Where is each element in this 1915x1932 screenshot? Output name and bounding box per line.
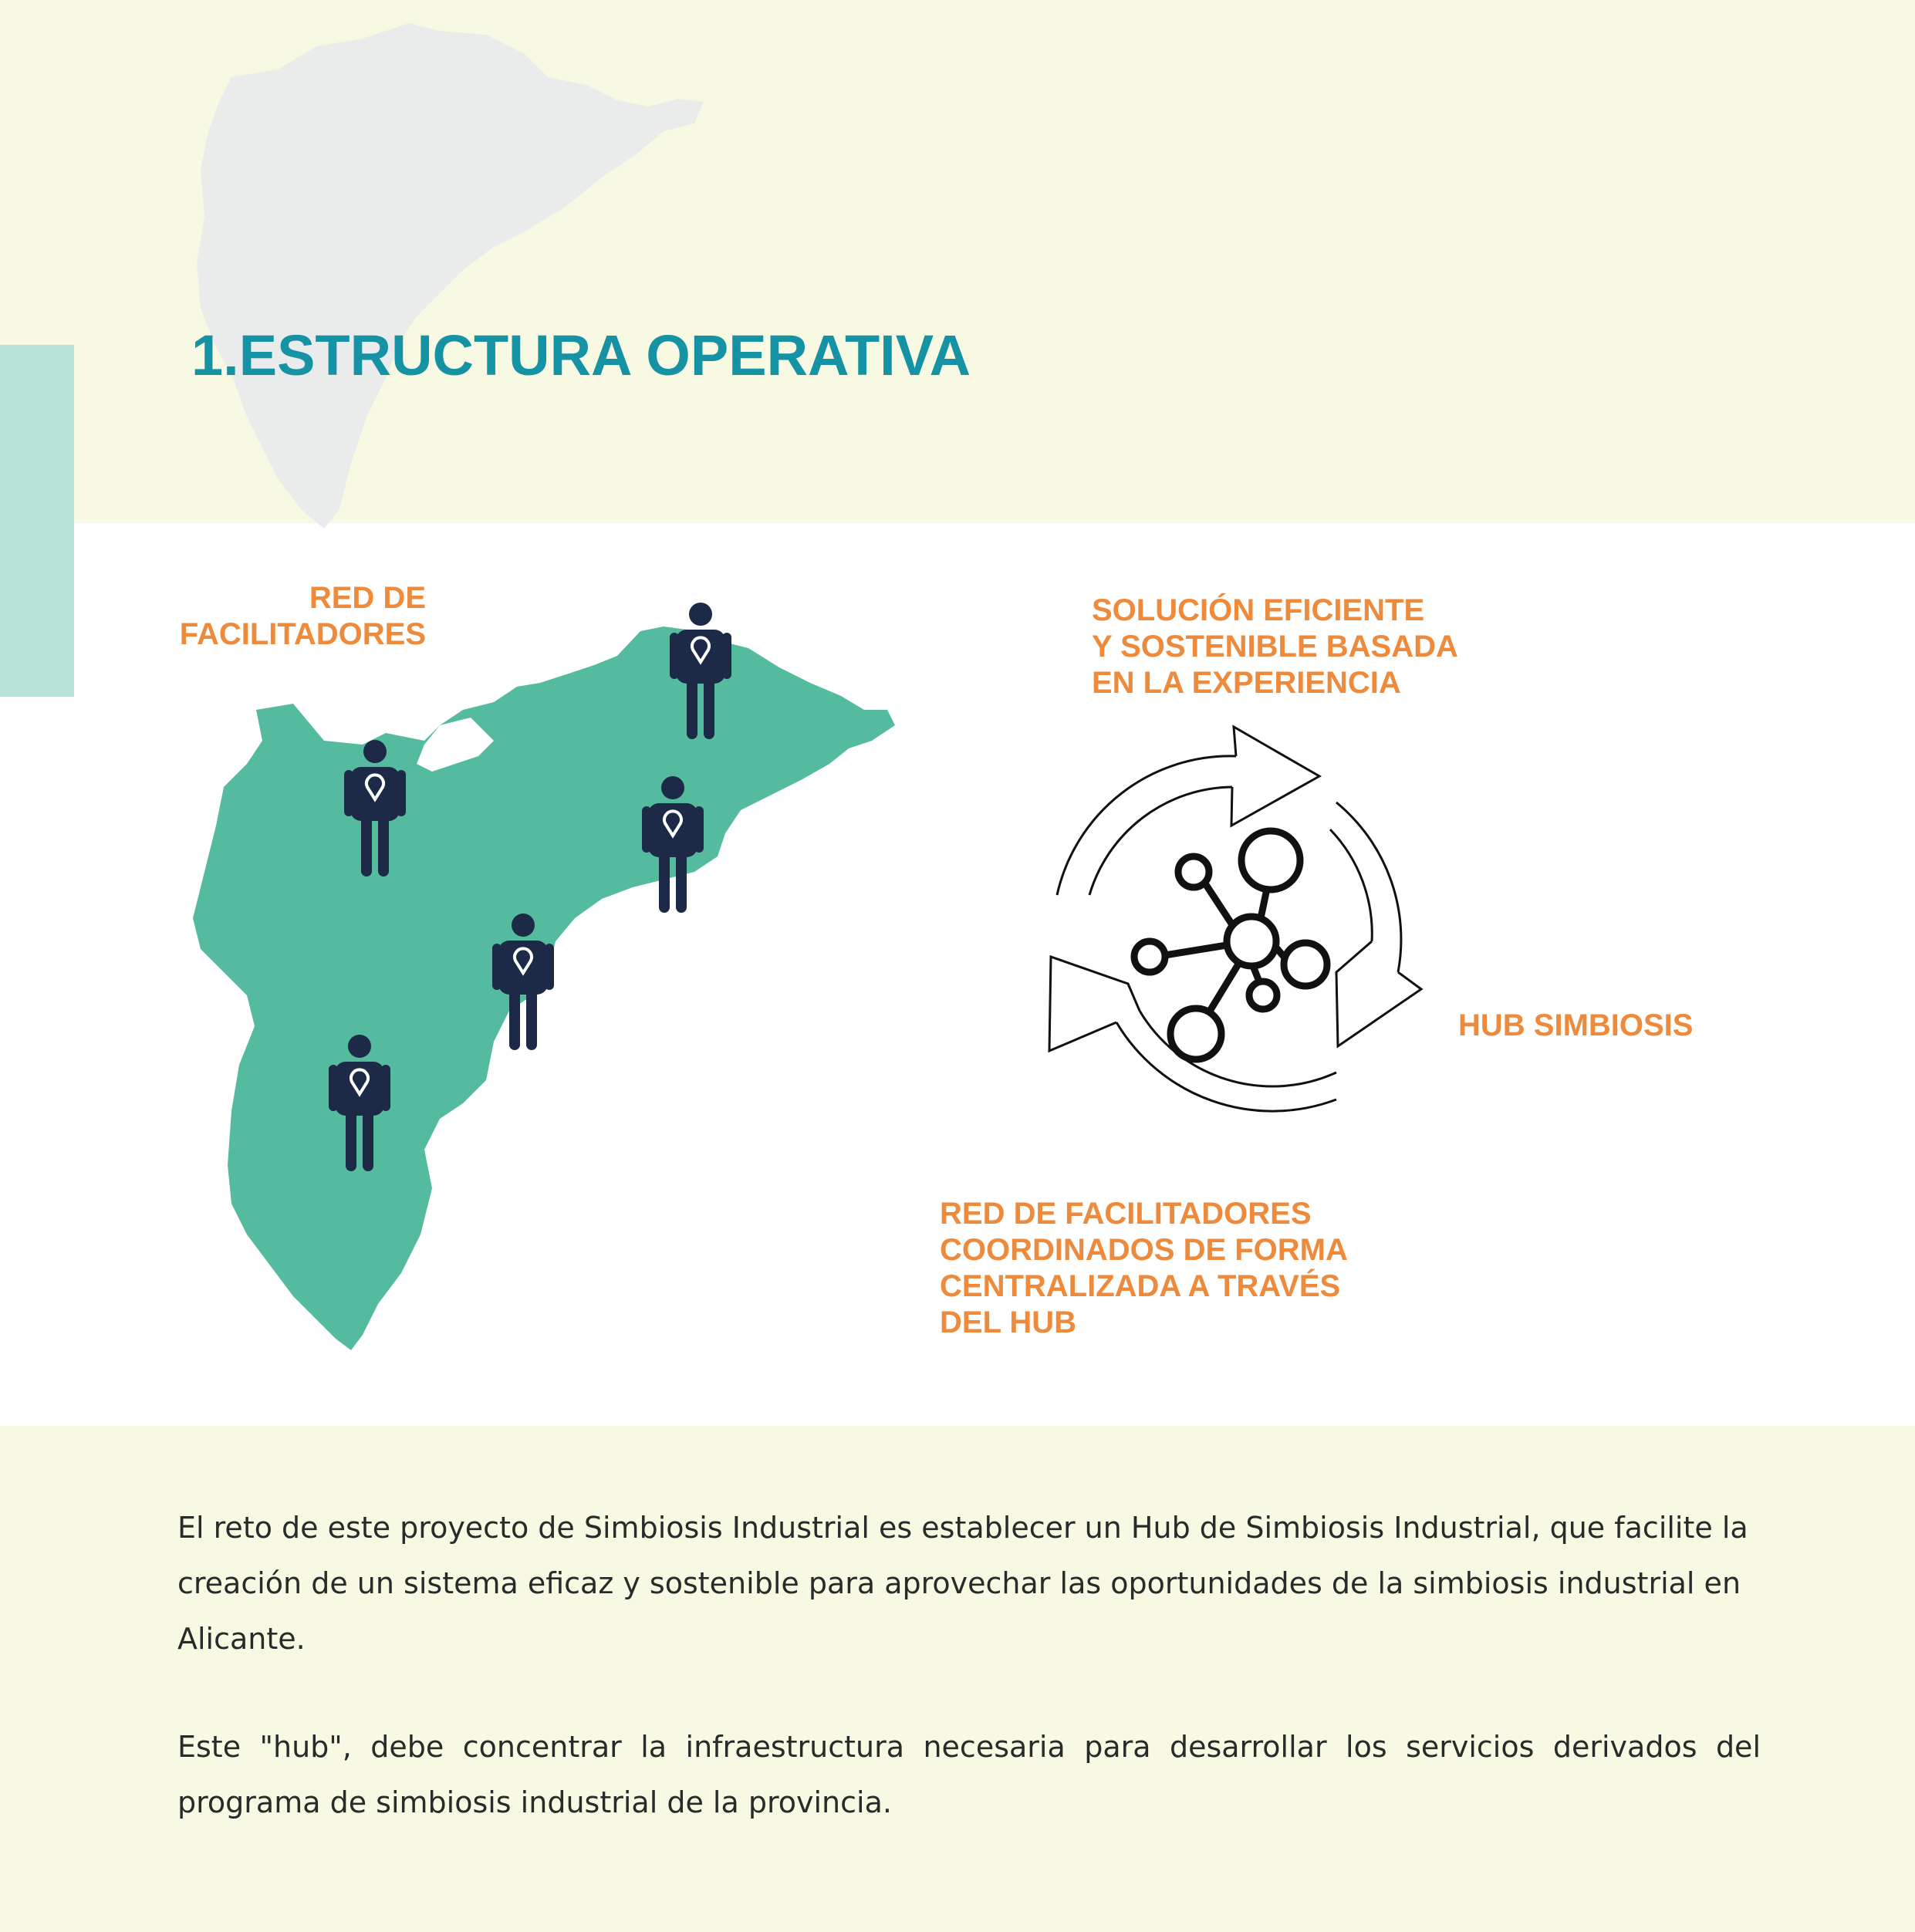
facilitator-person-icon-4 [492,913,554,1050]
side-accent-bar [0,345,74,697]
background-province-map [185,15,718,548]
hub-cycle-icon [1043,718,1429,1126]
page-title: 1.ESTRUCTURA OPERATIVA [191,323,971,387]
intro-paragraph: El reto de este proyecto de Simbiosis Industrial es establecer un Hub de Simbiosis Industrial, que facilite la creación de un sistema eficaz y sostenible para aprovechar las oportunidades de la simbiosis industrial en Alicante. [177,1511,1748,1656]
red-coordinada-label: RED DE FACILITADORES COORDINADOS DE FORMA CENTRALIZADA A TRAVÉS DEL HUB [940,1197,1348,1339]
facilitator-person-icon-5 [329,1034,390,1171]
solucion-eficiente-label: SOLUCIÓN EFICIENTE Y SOSTENIBLE BASADA EN LA EXPERIENCIA [1092,593,1458,700]
red-facilitadores-label: RED DE FACILITADORES [179,581,426,651]
facilitator-person-icon-1 [670,602,731,739]
hub-simbiosis-label: HUB SIMBIOSIS [1458,1008,1694,1042]
facilitator-person-icon-2 [344,739,406,876]
facilitator-person-icon-3 [642,775,704,913]
hub-paragraph: Este "hub", debe concentrar la infraestructura necesaria para desarrollar los servicios derivados del programa de simbiosis industrial de la provincia. [177,1730,1761,1819]
